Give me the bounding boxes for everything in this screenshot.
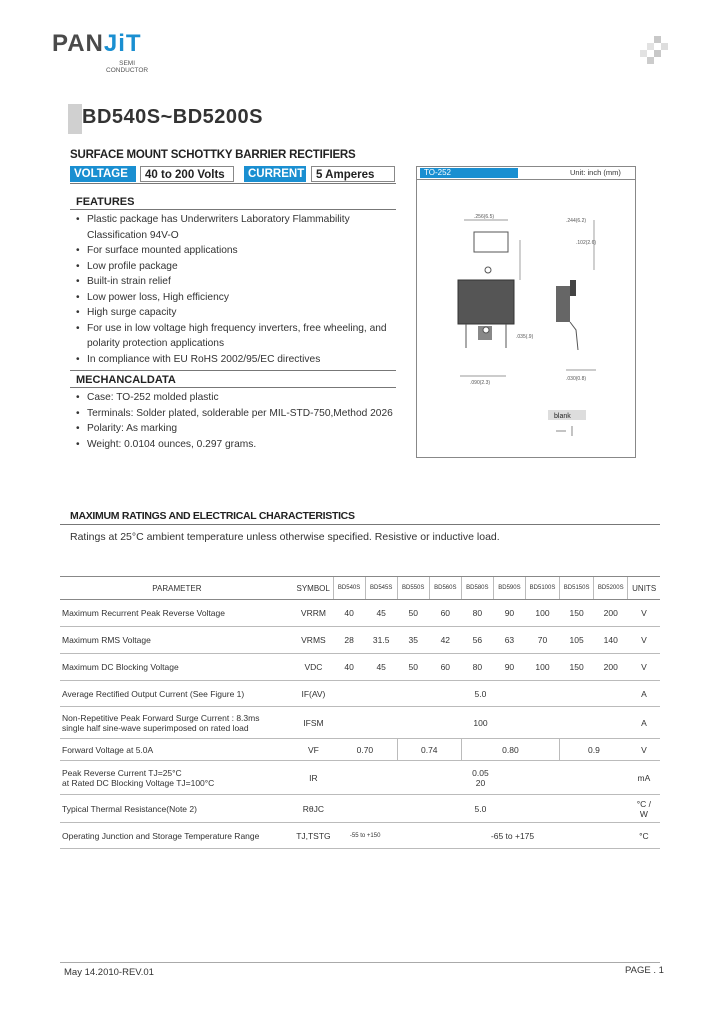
row-param-line1: Peak Reverse Current TJ=25°C	[62, 767, 182, 778]
current-label: CURRENT	[244, 166, 306, 182]
divider	[70, 387, 396, 388]
blank-label: blank	[554, 413, 571, 420]
row-unit: V	[628, 600, 660, 627]
col-device: BD540S	[333, 577, 365, 600]
list-item: • Polarity: As marking	[76, 421, 396, 437]
features-list	[76, 212, 396, 367]
voltage-value: 40 to 200 Volts	[140, 166, 234, 182]
row-unit: A	[628, 681, 660, 707]
row-value: 70	[525, 627, 559, 654]
voltage-label: VOLTAGE	[70, 166, 136, 182]
row-param: Maximum RMS Voltage	[60, 627, 294, 654]
row-param	[60, 707, 294, 739]
ratings-table	[60, 576, 660, 849]
logo-pan: PAN	[52, 30, 104, 57]
divider	[70, 370, 396, 371]
row-symbol: VRMS	[294, 627, 333, 654]
row-value: 50	[397, 600, 429, 627]
list-item: • High surge capacity	[76, 305, 396, 321]
row-value: 200	[594, 600, 628, 627]
row-unit: V	[628, 739, 660, 761]
divider	[70, 183, 396, 184]
row-unit: V	[628, 654, 660, 681]
row-unit	[628, 795, 660, 823]
list-item: • Case: TO-252 molded plastic	[76, 390, 396, 406]
col-parameter: PARAMETER	[60, 577, 294, 600]
row-symbol: IFSM	[294, 707, 333, 739]
col-device: BD560S	[429, 577, 461, 600]
col-device: BD5100S	[525, 577, 559, 600]
row-unit: °C	[628, 823, 660, 849]
row-unit: A	[628, 707, 660, 739]
col-device: BD5150S	[560, 577, 594, 600]
logo-subtitle	[106, 60, 148, 74]
row-value: 28	[333, 627, 365, 654]
package-outline-drawing	[416, 180, 636, 456]
logo-sub-line1: SEMI	[119, 60, 136, 67]
divider	[60, 524, 660, 525]
row-param: Average Rectified Output Current (See Figure 1)	[60, 681, 294, 707]
row-value	[333, 761, 628, 795]
svg-text:.102(2.6): .102(2.6)	[576, 240, 597, 246]
table-row	[60, 739, 660, 761]
corner-dots-decoration	[636, 36, 668, 66]
row-value: 40	[333, 600, 365, 627]
row-value: 100	[525, 600, 559, 627]
row-value: 5.0	[333, 795, 628, 823]
ratings-note: Ratings at 25°C ambient temperature unless otherwise specified. Resistive or inductive load.	[70, 531, 500, 543]
row-param-line2: single half sine-wave superimposed on rated load	[62, 722, 249, 733]
footer-divider	[60, 962, 660, 963]
row-symbol: IR	[294, 761, 333, 795]
row-unit-line1: °C /	[636, 798, 652, 809]
row-param: Operating Junction and Storage Temperature Range	[60, 823, 294, 849]
row-unit: V	[628, 627, 660, 654]
logo-sub-line2: CONDUCTOR	[106, 67, 149, 74]
logo-jit: JiT	[103, 30, 142, 57]
row-value: 63	[493, 627, 525, 654]
col-device: BD550S	[397, 577, 429, 600]
row-value: -55 to +150	[333, 823, 397, 849]
product-subtitle: SURFACE MOUNT SCHOTTKY BARRIER RECTIFIERS	[70, 149, 356, 161]
row-value: 0.9	[560, 739, 628, 761]
row-unit: mA	[628, 761, 660, 795]
list-item: • For surface mounted applications	[76, 243, 396, 259]
row-value: 0.80	[461, 739, 559, 761]
table-header-row	[60, 577, 660, 600]
row-symbol: VF	[294, 739, 333, 761]
list-item: • Plastic package has Underwriters Laboratory Flammability Classification 94V-O	[76, 212, 396, 243]
list-item: • Low profile package	[76, 259, 396, 275]
svg-text:.035(.9): .035(.9)	[516, 334, 534, 340]
mechanical-list	[76, 390, 396, 452]
row-symbol: VRRM	[294, 600, 333, 627]
row-value-line2: 20	[475, 777, 486, 788]
table-row	[60, 627, 660, 654]
row-value: 60	[429, 654, 461, 681]
row-value: 150	[560, 600, 594, 627]
row-value: 56	[461, 627, 493, 654]
package-name: TO-252	[420, 168, 518, 178]
row-symbol: IF(AV)	[294, 681, 333, 707]
row-value: 90	[493, 654, 525, 681]
svg-text:.090(2.3): .090(2.3)	[470, 380, 491, 386]
row-value: 80	[461, 600, 493, 627]
company-logo	[52, 30, 142, 58]
row-value: -65 to +175	[397, 823, 628, 849]
row-symbol: VDC	[294, 654, 333, 681]
row-param: Maximum Recurrent Peak Reverse Voltage	[60, 600, 294, 627]
row-value: 5.0	[333, 681, 628, 707]
row-value: 60	[429, 600, 461, 627]
row-value: 80	[461, 654, 493, 681]
current-value: 5 Amperes	[311, 166, 395, 182]
row-param-line1: Non-Repetitive Peak Forward Surge Current : 8.3ms	[62, 712, 260, 723]
row-value: 42	[429, 627, 461, 654]
row-param	[60, 761, 294, 795]
package-unit: Unit: inch (mm)	[570, 168, 621, 177]
row-param: Forward Voltage at 5.0A	[60, 739, 294, 761]
svg-text:.256(6.5): .256(6.5)	[474, 214, 495, 220]
page-title: BD540S~BD5200S	[82, 106, 263, 128]
list-item: • Terminals: Solder plated, solderable per MIL-STD-750,Method 2026	[76, 406, 396, 422]
row-param: Maximum DC Blocking Voltage	[60, 654, 294, 681]
row-symbol: TJ,TSTG	[294, 823, 333, 849]
row-value: 0.70	[333, 739, 397, 761]
table-row	[60, 795, 660, 823]
col-device: BD545S	[365, 577, 397, 600]
table-row	[60, 600, 660, 627]
row-value: 200	[594, 654, 628, 681]
row-value: 100	[525, 654, 559, 681]
col-symbol: SYMBOL	[294, 577, 333, 600]
table-row	[60, 707, 660, 739]
row-value: 150	[560, 654, 594, 681]
row-param: Typical Thermal Resistance(Note 2)	[60, 795, 294, 823]
col-device: BD590S	[493, 577, 525, 600]
col-device: BD5200S	[594, 577, 628, 600]
col-units: UNITS	[628, 577, 660, 600]
table-row	[60, 681, 660, 707]
row-value: 31.5	[365, 627, 397, 654]
svg-text:.030(0.8): .030(0.8)	[566, 376, 587, 382]
row-value: 100	[333, 707, 628, 739]
row-symbol: RθJC	[294, 795, 333, 823]
svg-text:.244(6.2): .244(6.2)	[566, 218, 587, 224]
features-heading: FEATURES	[76, 196, 135, 208]
footer-date: May 14.2010-REV.01	[64, 967, 154, 978]
row-value: 90	[493, 600, 525, 627]
list-item: • Built-in strain relief	[76, 274, 396, 290]
row-value: 40	[333, 654, 365, 681]
row-value: 0.74	[397, 739, 461, 761]
col-device: BD580S	[461, 577, 493, 600]
row-param-line2: at Rated DC Blocking Voltage TJ=100°C	[62, 777, 215, 788]
list-item: • Weight: 0.0104 ounces, 0.297 grams.	[76, 437, 396, 453]
table-row	[60, 654, 660, 681]
row-value: 45	[365, 654, 397, 681]
table-row	[60, 823, 660, 849]
mechanical-heading: MECHANCALDATA	[76, 374, 176, 386]
row-value: 105	[560, 627, 594, 654]
row-value: 140	[594, 627, 628, 654]
footer-page: PAGE . 1	[625, 965, 664, 976]
row-value-line1: 0.05	[472, 767, 489, 778]
table-row	[60, 761, 660, 795]
title-accent-bar	[68, 104, 82, 134]
list-item: • In compliance with EU RoHS 2002/95/EC directives	[76, 352, 396, 368]
row-value: 35	[397, 627, 429, 654]
row-unit-line2: W	[639, 808, 648, 819]
row-value: 45	[365, 600, 397, 627]
divider	[70, 209, 396, 210]
ratings-heading: MAXIMUM RATINGS AND ELECTRICAL CHARACTERISTICS	[70, 510, 355, 522]
list-item: • For use in low voltage high frequency inverters, free wheeling, and polarity protection applications	[76, 321, 396, 352]
list-item: • Low power loss, High efficiency	[76, 290, 396, 306]
row-value: 50	[397, 654, 429, 681]
